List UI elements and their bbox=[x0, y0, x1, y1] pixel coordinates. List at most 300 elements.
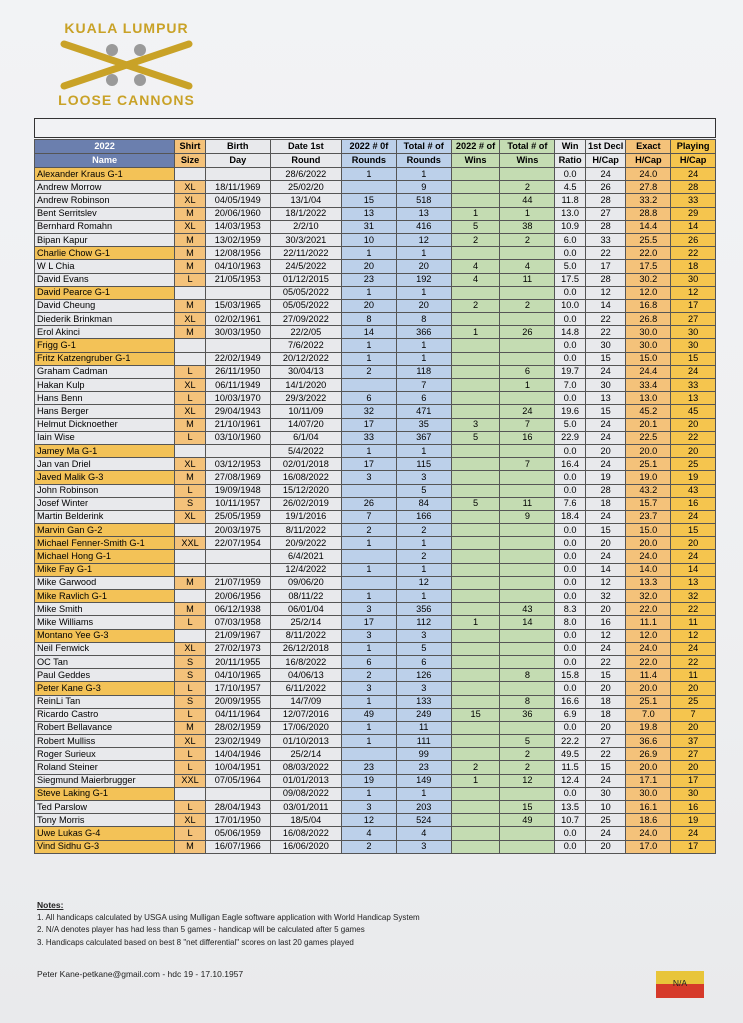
cell-shirt-size: XL bbox=[175, 379, 205, 392]
cell-first-decl-hcap: 20 bbox=[585, 444, 626, 457]
cell-total-rounds: 35 bbox=[396, 418, 451, 431]
cell-name: Mike Fay G-1 bbox=[35, 563, 175, 576]
table-row bbox=[35, 708, 716, 721]
cell-birth-day bbox=[205, 286, 270, 299]
header-total-wins: Wins bbox=[500, 154, 555, 168]
cell-birth-day: 04/10/1963 bbox=[205, 260, 270, 273]
cell-total-rounds: 1 bbox=[396, 339, 451, 352]
cell-name: Michael Fenner-Smith G-1 bbox=[35, 537, 175, 550]
table-row bbox=[35, 352, 716, 365]
cell-exact-hcap: 14.4 bbox=[626, 220, 671, 233]
cell-playing-hcap: 29 bbox=[671, 207, 716, 220]
header-wins-2022: Wins bbox=[451, 154, 500, 168]
cell-playing-hcap: 17 bbox=[671, 299, 716, 312]
cell-win-ratio: 13.0 bbox=[555, 207, 585, 220]
cell-first-decl-hcap: 22 bbox=[585, 655, 626, 668]
cell-name: Mike Ravlich G-1 bbox=[35, 590, 175, 603]
cell-playing-hcap: 11 bbox=[671, 669, 716, 682]
cell-name: Montano Yee G-3 bbox=[35, 629, 175, 642]
cell-win-ratio: 5.0 bbox=[555, 418, 585, 431]
cell-total-wins bbox=[500, 392, 555, 405]
cell-first-decl-hcap: 22 bbox=[585, 247, 626, 260]
cell-playing-hcap: 14 bbox=[671, 563, 716, 576]
cell-total-wins: 24 bbox=[500, 405, 555, 418]
cell-win-ratio: 13.5 bbox=[555, 801, 585, 814]
cell-first-decl-hcap: 15 bbox=[585, 524, 626, 537]
cell-first-round-date: 7/6/2022 bbox=[270, 339, 341, 352]
cell-total-wins bbox=[500, 655, 555, 668]
table-row bbox=[35, 563, 716, 576]
cell-total-wins: 12 bbox=[500, 774, 555, 787]
cell-wins-2022 bbox=[451, 563, 500, 576]
cell-rounds-2022 bbox=[341, 181, 396, 194]
cell-first-decl-hcap: 30 bbox=[585, 339, 626, 352]
cell-rounds-2022: 1 bbox=[341, 735, 396, 748]
cell-shirt-size: XXL bbox=[175, 537, 205, 550]
cell-name: Bernhard Romahn bbox=[35, 220, 175, 233]
cell-wins-2022 bbox=[451, 444, 500, 457]
cell-name: Charlie Chow G-1 bbox=[35, 247, 175, 260]
cell-exact-hcap: 11.4 bbox=[626, 669, 671, 682]
cell-name: Helmut Dicknoether bbox=[35, 418, 175, 431]
cell-shirt-size: S bbox=[175, 655, 205, 668]
cell-total-wins bbox=[500, 247, 555, 260]
cell-wins-2022: 1 bbox=[451, 616, 500, 629]
table-row bbox=[35, 444, 716, 457]
cell-exact-hcap: 19.0 bbox=[626, 471, 671, 484]
cell-total-rounds: 12 bbox=[396, 233, 451, 246]
cell-playing-hcap: 27 bbox=[671, 748, 716, 761]
cell-exact-hcap: 20.0 bbox=[626, 761, 671, 774]
logo-title-bottom: LOOSE CANNONS bbox=[58, 92, 195, 108]
cell-total-rounds: 4 bbox=[396, 827, 451, 840]
cell-exact-hcap: 30.0 bbox=[626, 787, 671, 800]
cell-exact-hcap: 15.0 bbox=[626, 352, 671, 365]
table-row bbox=[35, 405, 716, 418]
cell-shirt-size bbox=[175, 524, 205, 537]
cell-total-wins: 1 bbox=[500, 207, 555, 220]
table-row bbox=[35, 379, 716, 392]
cell-wins-2022 bbox=[451, 576, 500, 589]
cell-first-decl-hcap: 15 bbox=[585, 352, 626, 365]
cell-first-decl-hcap: 24 bbox=[585, 365, 626, 378]
cell-playing-hcap: 37 bbox=[671, 735, 716, 748]
cell-name: Andrew Morrow bbox=[35, 181, 175, 194]
cell-name: OC Tan bbox=[35, 655, 175, 668]
cell-total-wins: 8 bbox=[500, 695, 555, 708]
cell-exact-hcap: 32.0 bbox=[626, 590, 671, 603]
cell-exact-hcap: 26.8 bbox=[626, 313, 671, 326]
cell-shirt-size: XL bbox=[175, 458, 205, 471]
cell-shirt-size: S bbox=[175, 497, 205, 510]
cell-rounds-2022: 1 bbox=[341, 721, 396, 734]
cell-wins-2022 bbox=[451, 365, 500, 378]
cell-first-decl-hcap: 10 bbox=[585, 801, 626, 814]
cell-birth-day bbox=[205, 563, 270, 576]
cell-first-round-date: 12/4/2022 bbox=[270, 563, 341, 576]
cell-first-round-date: 30/3/2021 bbox=[270, 233, 341, 246]
cell-wins-2022 bbox=[451, 603, 500, 616]
cell-rounds-2022 bbox=[341, 379, 396, 392]
cell-name: Frigg G-1 bbox=[35, 339, 175, 352]
cell-win-ratio: 0.0 bbox=[555, 339, 585, 352]
cell-total-wins: 38 bbox=[500, 220, 555, 233]
cell-wins-2022 bbox=[451, 524, 500, 537]
cell-shirt-size: XL bbox=[175, 642, 205, 655]
cell-win-ratio: 10.9 bbox=[555, 220, 585, 233]
cell-shirt-size bbox=[175, 286, 205, 299]
cell-total-wins bbox=[500, 484, 555, 497]
cell-playing-hcap: 45 bbox=[671, 405, 716, 418]
cell-playing-hcap: 20 bbox=[671, 721, 716, 734]
cell-total-rounds: 20 bbox=[396, 260, 451, 273]
cell-birth-day: 20/03/1975 bbox=[205, 524, 270, 537]
cell-win-ratio: 5.0 bbox=[555, 260, 585, 273]
cell-exact-hcap: 22.0 bbox=[626, 655, 671, 668]
cell-birth-day: 21/05/1953 bbox=[205, 273, 270, 286]
cell-wins-2022 bbox=[451, 642, 500, 655]
cell-name: Roger Surieux bbox=[35, 748, 175, 761]
cell-birth-day: 22/02/1949 bbox=[205, 352, 270, 365]
cell-name: John Robinson bbox=[35, 484, 175, 497]
cell-first-round-date: 01/12/2015 bbox=[270, 273, 341, 286]
cell-birth-day: 23/02/1949 bbox=[205, 735, 270, 748]
cell-first-round-date: 25/02/20 bbox=[270, 181, 341, 194]
cell-birth-day: 25/05/1959 bbox=[205, 510, 270, 523]
cell-playing-hcap: 14 bbox=[671, 220, 716, 233]
cell-first-decl-hcap: 19 bbox=[585, 471, 626, 484]
header-playing-hcap: H/Cap bbox=[671, 154, 716, 168]
cell-wins-2022: 2 bbox=[451, 761, 500, 774]
cell-name: Josef Winter bbox=[35, 497, 175, 510]
cell-playing-hcap: 24 bbox=[671, 510, 716, 523]
cell-total-wins bbox=[500, 168, 555, 181]
cell-first-decl-hcap: 32 bbox=[585, 590, 626, 603]
cell-playing-hcap: 32 bbox=[671, 590, 716, 603]
cell-playing-hcap: 20 bbox=[671, 761, 716, 774]
cell-birth-day: 07/05/1964 bbox=[205, 774, 270, 787]
cell-first-round-date: 26/02/2019 bbox=[270, 497, 341, 510]
cell-total-rounds: 3 bbox=[396, 629, 451, 642]
cell-total-wins bbox=[500, 352, 555, 365]
table-row bbox=[35, 590, 716, 603]
cell-playing-hcap: 7 bbox=[671, 708, 716, 721]
cell-total-rounds: 1 bbox=[396, 444, 451, 457]
cell-birth-day bbox=[205, 168, 270, 181]
table-row bbox=[35, 537, 716, 550]
cell-first-decl-hcap: 15 bbox=[585, 761, 626, 774]
cell-first-round-date: 20/9/2022 bbox=[270, 537, 341, 550]
cell-wins-2022 bbox=[451, 735, 500, 748]
cell-name: Iain Wise bbox=[35, 431, 175, 444]
cell-first-round-date: 17/06/2020 bbox=[270, 721, 341, 734]
cell-rounds-2022: 1 bbox=[341, 590, 396, 603]
header-first-decl-hcap: 1st Decl bbox=[585, 140, 626, 154]
cell-win-ratio: 6.9 bbox=[555, 708, 585, 721]
cell-shirt-size: L bbox=[175, 365, 205, 378]
table-row bbox=[35, 642, 716, 655]
cell-shirt-size: XL bbox=[175, 814, 205, 827]
cell-playing-hcap: 19 bbox=[671, 471, 716, 484]
table-row bbox=[35, 603, 716, 616]
cell-total-wins: 8 bbox=[500, 669, 555, 682]
cell-birth-day bbox=[205, 787, 270, 800]
cell-win-ratio: 0.0 bbox=[555, 484, 585, 497]
cell-rounds-2022: 32 bbox=[341, 405, 396, 418]
cell-first-decl-hcap: 27 bbox=[585, 207, 626, 220]
cell-name: Michael Hong G-1 bbox=[35, 550, 175, 563]
cell-first-decl-hcap: 24 bbox=[585, 550, 626, 563]
cell-first-round-date: 15/12/2020 bbox=[270, 484, 341, 497]
cell-name: Steve Laking G-1 bbox=[35, 787, 175, 800]
cell-total-rounds: 6 bbox=[396, 392, 451, 405]
title-box bbox=[34, 118, 716, 138]
cell-total-rounds: 9 bbox=[396, 181, 451, 194]
cell-birth-day: 10/03/1970 bbox=[205, 392, 270, 405]
cell-wins-2022 bbox=[451, 748, 500, 761]
cell-total-rounds: 5 bbox=[396, 484, 451, 497]
cell-exact-hcap: 16.8 bbox=[626, 299, 671, 312]
cell-total-wins: 6 bbox=[500, 365, 555, 378]
cell-total-wins bbox=[500, 524, 555, 537]
cell-shirt-size: M bbox=[175, 299, 205, 312]
cell-name: Peter Kane G-3 bbox=[35, 682, 175, 695]
cell-first-decl-hcap: 20 bbox=[585, 721, 626, 734]
cell-birth-day: 28/02/1959 bbox=[205, 721, 270, 734]
cell-wins-2022 bbox=[451, 339, 500, 352]
cell-first-decl-hcap: 12 bbox=[585, 576, 626, 589]
cell-name: Robert Bellavance bbox=[35, 721, 175, 734]
cell-exact-hcap: 27.8 bbox=[626, 181, 671, 194]
cell-exact-hcap: 22.5 bbox=[626, 431, 671, 444]
cell-name: Mike Williams bbox=[35, 616, 175, 629]
cell-total-rounds: 1 bbox=[396, 563, 451, 576]
cell-name: Martin Belderink bbox=[35, 510, 175, 523]
cell-exact-hcap: 45.2 bbox=[626, 405, 671, 418]
table-row bbox=[35, 761, 716, 774]
cell-win-ratio: 4.5 bbox=[555, 181, 585, 194]
cell-exact-hcap: 33.4 bbox=[626, 379, 671, 392]
cell-birth-day: 10/04/1951 bbox=[205, 761, 270, 774]
cell-win-ratio: 19.7 bbox=[555, 365, 585, 378]
cell-rounds-2022: 23 bbox=[341, 761, 396, 774]
cell-rounds-2022: 2 bbox=[341, 840, 396, 853]
cell-rounds-2022: 2 bbox=[341, 669, 396, 682]
cell-wins-2022: 5 bbox=[451, 220, 500, 233]
cell-first-decl-hcap: 24 bbox=[585, 774, 626, 787]
cell-shirt-size: M bbox=[175, 576, 205, 589]
cell-playing-hcap: 17 bbox=[671, 774, 716, 787]
cell-shirt-size: L bbox=[175, 761, 205, 774]
cell-playing-hcap: 16 bbox=[671, 497, 716, 510]
cell-first-round-date: 16/08/2022 bbox=[270, 471, 341, 484]
cell-total-rounds: 6 bbox=[396, 655, 451, 668]
table-row bbox=[35, 497, 716, 510]
cell-first-round-date: 01/01/2013 bbox=[270, 774, 341, 787]
table-row bbox=[35, 260, 716, 273]
cell-total-rounds: 471 bbox=[396, 405, 451, 418]
club-logo bbox=[44, 20, 209, 110]
cell-wins-2022: 15 bbox=[451, 708, 500, 721]
cell-wins-2022 bbox=[451, 669, 500, 682]
cell-first-decl-hcap: 27 bbox=[585, 735, 626, 748]
cell-name: Hans Benn bbox=[35, 392, 175, 405]
cell-exact-hcap: 15.7 bbox=[626, 497, 671, 510]
cell-total-rounds: 1 bbox=[396, 590, 451, 603]
table-row bbox=[35, 827, 716, 840]
cell-rounds-2022: 20 bbox=[341, 260, 396, 273]
cell-total-wins bbox=[500, 827, 555, 840]
cell-playing-hcap: 24 bbox=[671, 550, 716, 563]
cell-name: Tony Morris bbox=[35, 814, 175, 827]
note-3: 3. Handicaps calculated based on best 8 "net differential" scores on last 20 games played bbox=[37, 937, 354, 947]
cell-first-decl-hcap: 24 bbox=[585, 642, 626, 655]
cell-wins-2022 bbox=[451, 655, 500, 668]
cell-total-rounds: 99 bbox=[396, 748, 451, 761]
cell-shirt-size: M bbox=[175, 326, 205, 339]
cell-playing-hcap: 27 bbox=[671, 313, 716, 326]
table-row bbox=[35, 774, 716, 787]
cell-first-decl-hcap: 16 bbox=[585, 616, 626, 629]
cell-rounds-2022: 1 bbox=[341, 537, 396, 550]
cell-name: Diederik Brinkman bbox=[35, 313, 175, 326]
header-playing-hcap: Playing bbox=[671, 140, 716, 154]
cell-birth-day: 16/07/1966 bbox=[205, 840, 270, 853]
cell-rounds-2022: 1 bbox=[341, 339, 396, 352]
cell-first-decl-hcap: 33 bbox=[585, 233, 626, 246]
cell-total-rounds: 133 bbox=[396, 695, 451, 708]
cell-win-ratio: 18.4 bbox=[555, 510, 585, 523]
cell-exact-hcap: 20.0 bbox=[626, 444, 671, 457]
cell-total-wins: 36 bbox=[500, 708, 555, 721]
cell-total-rounds: 2 bbox=[396, 524, 451, 537]
cell-shirt-size: M bbox=[175, 207, 205, 220]
cell-first-decl-hcap: 28 bbox=[585, 194, 626, 207]
header-birth-day: Day bbox=[205, 154, 270, 168]
table-row bbox=[35, 814, 716, 827]
cell-playing-hcap: 12 bbox=[671, 286, 716, 299]
cell-first-round-date: 08/11/22 bbox=[270, 590, 341, 603]
cell-total-wins bbox=[500, 471, 555, 484]
cell-win-ratio: 15.8 bbox=[555, 669, 585, 682]
cell-first-round-date: 09/08/2022 bbox=[270, 787, 341, 800]
cell-exact-hcap: 43.2 bbox=[626, 484, 671, 497]
header-rounds-2022: Rounds bbox=[341, 154, 396, 168]
cell-playing-hcap: 30 bbox=[671, 787, 716, 800]
cell-total-wins: 7 bbox=[500, 418, 555, 431]
cell-wins-2022 bbox=[451, 695, 500, 708]
cell-rounds-2022: 6 bbox=[341, 655, 396, 668]
cell-playing-hcap: 28 bbox=[671, 181, 716, 194]
cell-total-wins: 14 bbox=[500, 616, 555, 629]
table-row bbox=[35, 721, 716, 734]
cell-playing-hcap: 26 bbox=[671, 233, 716, 246]
cell-win-ratio: 10.7 bbox=[555, 814, 585, 827]
cell-playing-hcap: 24 bbox=[671, 365, 716, 378]
cell-first-decl-hcap: 28 bbox=[585, 273, 626, 286]
cell-name: W L Chia bbox=[35, 260, 175, 273]
cell-total-wins bbox=[500, 576, 555, 589]
cell-wins-2022 bbox=[451, 405, 500, 418]
cell-total-wins: 16 bbox=[500, 431, 555, 444]
table-row bbox=[35, 682, 716, 695]
cell-rounds-2022: 26 bbox=[341, 497, 396, 510]
cell-exact-hcap: 28.8 bbox=[626, 207, 671, 220]
cell-win-ratio: 0.0 bbox=[555, 286, 585, 299]
cell-first-round-date: 06/01/04 bbox=[270, 603, 341, 616]
cell-win-ratio: 11.5 bbox=[555, 761, 585, 774]
cell-rounds-2022: 1 bbox=[341, 695, 396, 708]
cell-rounds-2022: 33 bbox=[341, 431, 396, 444]
cell-shirt-size bbox=[175, 168, 205, 181]
cell-rounds-2022: 4 bbox=[341, 827, 396, 840]
cell-shirt-size bbox=[175, 550, 205, 563]
cell-name: Andrew Robinson bbox=[35, 194, 175, 207]
cell-shirt-size: XXL bbox=[175, 774, 205, 787]
cell-total-rounds: 203 bbox=[396, 801, 451, 814]
header-wins-2022: 2022 # of bbox=[451, 140, 500, 154]
cell-total-wins: 5 bbox=[500, 735, 555, 748]
cell-first-decl-hcap: 24 bbox=[585, 510, 626, 523]
table-row bbox=[35, 669, 716, 682]
table-row bbox=[35, 471, 716, 484]
cell-shirt-size: M bbox=[175, 840, 205, 853]
cell-total-rounds: 249 bbox=[396, 708, 451, 721]
table-row bbox=[35, 247, 716, 260]
cell-playing-hcap: 17 bbox=[671, 840, 716, 853]
cell-playing-hcap: 25 bbox=[671, 458, 716, 471]
cell-shirt-size: L bbox=[175, 801, 205, 814]
cell-total-wins bbox=[500, 629, 555, 642]
cell-exact-hcap: 13.3 bbox=[626, 576, 671, 589]
cell-playing-hcap: 25 bbox=[671, 695, 716, 708]
cell-playing-hcap: 43 bbox=[671, 484, 716, 497]
cell-birth-day bbox=[205, 444, 270, 457]
cell-total-wins bbox=[500, 339, 555, 352]
cell-playing-hcap: 24 bbox=[671, 827, 716, 840]
cell-total-wins: 26 bbox=[500, 326, 555, 339]
cell-rounds-2022: 23 bbox=[341, 273, 396, 286]
cell-rounds-2022: 17 bbox=[341, 418, 396, 431]
cell-shirt-size bbox=[175, 787, 205, 800]
cell-rounds-2022: 31 bbox=[341, 220, 396, 233]
cell-wins-2022: 2 bbox=[451, 233, 500, 246]
cell-first-round-date: 12/07/2016 bbox=[270, 708, 341, 721]
cell-birth-day: 20/06/1956 bbox=[205, 590, 270, 603]
cell-exact-hcap: 11.1 bbox=[626, 616, 671, 629]
cell-first-round-date: 13/1/04 bbox=[270, 194, 341, 207]
table-row bbox=[35, 655, 716, 668]
cell-total-wins: 7 bbox=[500, 458, 555, 471]
cell-birth-day: 10/11/1957 bbox=[205, 497, 270, 510]
cell-rounds-2022 bbox=[341, 748, 396, 761]
crossed-cannons-icon bbox=[54, 36, 199, 94]
cell-first-round-date: 30/04/13 bbox=[270, 365, 341, 378]
table-row bbox=[35, 207, 716, 220]
cell-total-rounds: 3 bbox=[396, 471, 451, 484]
cell-first-decl-hcap: 12 bbox=[585, 286, 626, 299]
cell-first-decl-hcap: 15 bbox=[585, 669, 626, 682]
cell-win-ratio: 14.8 bbox=[555, 326, 585, 339]
cell-rounds-2022: 1 bbox=[341, 787, 396, 800]
cell-exact-hcap: 30.2 bbox=[626, 273, 671, 286]
header-row-2 bbox=[35, 154, 716, 168]
cell-playing-hcap: 22 bbox=[671, 603, 716, 616]
cell-first-decl-hcap: 18 bbox=[585, 708, 626, 721]
cell-win-ratio: 22.9 bbox=[555, 431, 585, 444]
cell-first-round-date: 26/12/2018 bbox=[270, 642, 341, 655]
cell-first-decl-hcap: 24 bbox=[585, 431, 626, 444]
